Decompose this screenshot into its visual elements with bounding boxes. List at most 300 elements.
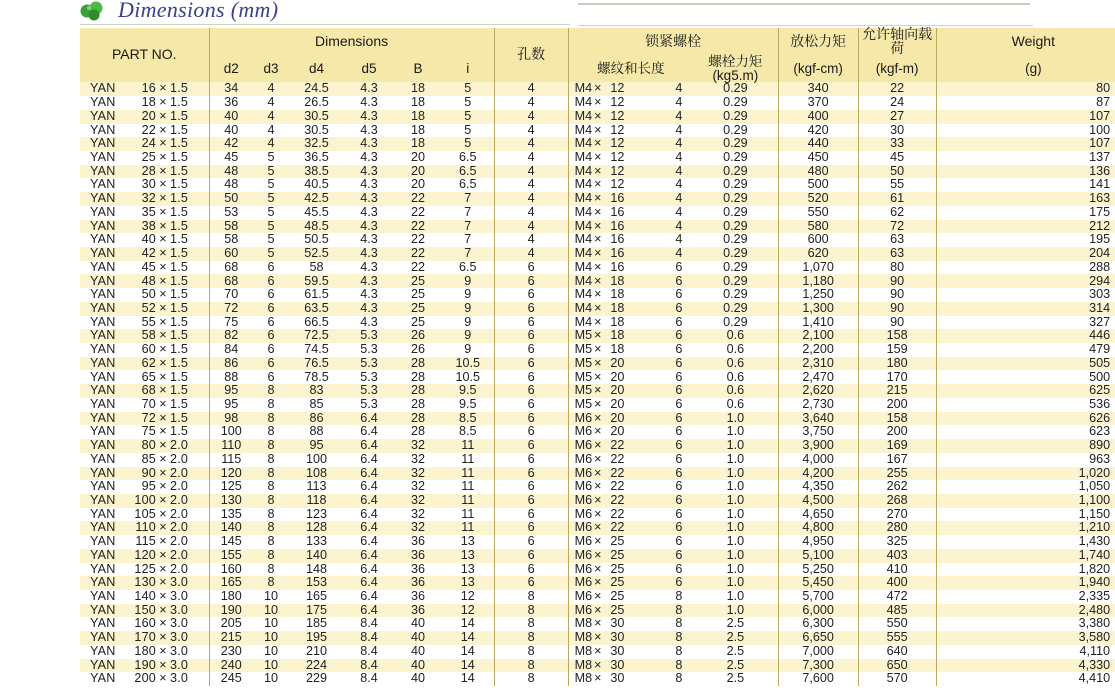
part-no-cell — [80, 398, 209, 412]
cell-b: 32 — [394, 521, 442, 535]
part-no-cell — [80, 425, 209, 439]
times-sign: × — [159, 466, 167, 480]
times-sign: × — [159, 603, 167, 617]
cell-bolt-torque: 0.29 — [693, 151, 778, 165]
cell-axial-load: 159 — [858, 343, 936, 357]
cell-thread-length — [568, 96, 693, 110]
table-row — [80, 329, 1115, 343]
cell-holes: 6 — [494, 370, 568, 384]
cell-i: 11 — [442, 508, 494, 522]
bolt-count: 6 — [675, 370, 683, 384]
thread-size: M4 — [574, 233, 593, 247]
cell-d5: 6.4 — [344, 453, 394, 467]
cell-holes: 6 — [494, 274, 568, 288]
bolt-count: 6 — [675, 329, 683, 343]
times-sign: × — [594, 96, 602, 110]
times-sign: × — [159, 562, 167, 576]
table-row — [80, 659, 1115, 673]
header-b: B — [394, 55, 442, 82]
times-sign: × — [159, 205, 167, 219]
cell-i: 9 — [442, 343, 494, 357]
thread-size: M4 — [574, 123, 593, 137]
cell-holes: 6 — [494, 521, 568, 535]
cell-bolt-torque: 0.29 — [693, 178, 778, 192]
cell-d4: 36.5 — [289, 151, 344, 165]
cell-thread-length — [568, 645, 693, 659]
cell-axial-load: 200 — [858, 398, 936, 412]
cell-holes: 4 — [494, 82, 568, 96]
bolt-length: 18 — [610, 343, 625, 357]
cell-i: 9 — [442, 288, 494, 302]
bolt-count: 6 — [675, 260, 683, 274]
bolt-count: 6 — [675, 384, 683, 398]
times-sign: × — [159, 315, 167, 329]
part-pitch: 1.5 — [170, 356, 189, 370]
part-size: 16 — [141, 82, 156, 96]
bolt-length: 30 — [610, 672, 625, 686]
thread-size: M5 — [574, 397, 593, 411]
times-sign: × — [159, 301, 167, 315]
part-size: 38 — [141, 219, 156, 233]
cell-d2: 160 — [209, 563, 253, 577]
part-no-cell — [80, 82, 209, 96]
cell-d4: 133 — [289, 535, 344, 549]
cell-bolt-torque: 0.29 — [693, 137, 778, 151]
cell-holes: 6 — [494, 384, 568, 398]
cell-holes: 4 — [494, 178, 568, 192]
part-series: YAN — [90, 672, 116, 686]
times-sign: × — [594, 397, 602, 411]
part-no-cell — [80, 659, 209, 673]
cell-i: 14 — [442, 631, 494, 645]
part-series: YAN — [90, 397, 116, 411]
cell-loosen-torque: 3,640 — [778, 412, 858, 426]
cell-d2: 48 — [209, 178, 253, 192]
part-pitch: 3.0 — [170, 631, 189, 645]
cell-d2: 140 — [209, 521, 253, 535]
bolt-count: 4 — [675, 247, 683, 261]
bolt-count: 6 — [675, 411, 683, 425]
thread-size: M6 — [574, 548, 593, 562]
thread-size: M4 — [574, 288, 593, 302]
cell-d4: 83 — [289, 384, 344, 398]
cell-b: 28 — [394, 425, 442, 439]
part-series: YAN — [90, 150, 116, 165]
times-sign: × — [594, 493, 602, 507]
bolt-length: 22 — [610, 452, 625, 466]
cell-d2: 190 — [209, 604, 253, 618]
cell-weight: 175 — [936, 206, 1115, 220]
bolt-length: 18 — [610, 274, 625, 288]
cell-bolt-torque: 0.29 — [693, 288, 778, 302]
cell-bolt-torque: 1.0 — [693, 425, 778, 439]
cell-d3: 8 — [253, 535, 289, 549]
part-no-cell — [80, 467, 209, 481]
cell-b: 32 — [394, 453, 442, 467]
bolt-count: 6 — [675, 288, 683, 302]
cell-holes: 8 — [494, 617, 568, 631]
cell-thread-length — [568, 110, 693, 124]
cell-bolt-torque: 0.29 — [693, 82, 778, 96]
cell-weight: 963 — [936, 453, 1115, 467]
cell-b: 20 — [394, 178, 442, 192]
cell-d4: 153 — [289, 576, 344, 590]
cell-thread-length — [568, 576, 693, 590]
cell-holes: 6 — [494, 576, 568, 590]
cell-bolt-torque: 0.29 — [693, 233, 778, 247]
part-pitch: 1.5 — [170, 233, 189, 247]
thread-size: M8 — [574, 617, 593, 631]
cell-d5: 4.3 — [344, 82, 394, 96]
cell-d2: 42 — [209, 137, 253, 151]
table-row — [80, 137, 1115, 151]
times-sign: × — [159, 370, 167, 384]
bolt-length: 16 — [610, 260, 625, 274]
bolt-length: 16 — [610, 233, 625, 247]
table-row — [80, 370, 1115, 384]
cell-holes: 6 — [494, 329, 568, 343]
part-series: YAN — [90, 384, 116, 398]
cell-thread-length — [568, 631, 693, 645]
cell-d4: 185 — [289, 617, 344, 631]
cell-loosen-torque: 2,310 — [778, 357, 858, 371]
times-sign: × — [159, 109, 167, 123]
cell-d4: 224 — [289, 659, 344, 673]
times-sign: × — [159, 123, 167, 137]
cell-weight: 4,330 — [936, 659, 1115, 673]
table-row — [80, 480, 1115, 494]
cell-axial-load: 268 — [858, 494, 936, 508]
cell-holes: 8 — [494, 645, 568, 659]
part-size: 150 — [134, 603, 156, 617]
cell-b: 22 — [394, 261, 442, 275]
part-no-cell — [80, 151, 209, 165]
cell-loosen-torque: 600 — [778, 233, 858, 247]
cell-d4: 140 — [289, 549, 344, 563]
cell-axial-load: 45 — [858, 151, 936, 165]
cell-d3: 6 — [253, 357, 289, 371]
cell-bolt-torque: 0.29 — [693, 192, 778, 206]
part-size: 75 — [141, 425, 156, 439]
cell-thread-length — [568, 494, 693, 508]
part-size: 22 — [141, 123, 156, 137]
part-series: YAN — [90, 548, 116, 562]
table-row — [80, 343, 1115, 357]
cell-d4: 78.5 — [289, 370, 344, 384]
cell-b: 36 — [394, 549, 442, 563]
bolt-length: 12 — [610, 123, 625, 137]
thread-size: M6 — [574, 521, 593, 535]
cell-d3: 8 — [253, 384, 289, 398]
cell-holes: 8 — [494, 631, 568, 645]
cell-axial-load: 27 — [858, 110, 936, 124]
cell-bolt-torque: 1.0 — [693, 480, 778, 494]
cell-weight: 288 — [936, 261, 1115, 275]
cell-weight: 4,110 — [936, 645, 1115, 659]
cell-i: 6.5 — [442, 165, 494, 179]
table-row — [80, 617, 1115, 631]
thread-size: M6 — [574, 466, 593, 480]
cell-d5: 6.4 — [344, 439, 394, 453]
part-series: YAN — [90, 466, 116, 480]
cell-d2: 215 — [209, 631, 253, 645]
part-size: 55 — [141, 315, 156, 329]
thread-size: M6 — [574, 493, 593, 507]
part-no-cell — [80, 302, 209, 316]
cell-i: 8.5 — [442, 412, 494, 426]
cell-holes: 6 — [494, 425, 568, 439]
times-sign: × — [594, 644, 602, 658]
bolt-length: 22 — [610, 493, 625, 507]
bolt-length: 18 — [610, 288, 625, 302]
times-sign: × — [594, 205, 602, 219]
cell-b: 18 — [394, 137, 442, 151]
table-row — [80, 563, 1115, 577]
part-series: YAN — [90, 644, 116, 658]
part-pitch: 1.5 — [170, 164, 189, 178]
table-row — [80, 316, 1115, 330]
cell-b: 28 — [394, 398, 442, 412]
part-no-cell — [80, 494, 209, 508]
bolt-count: 8 — [675, 603, 683, 617]
cell-b: 32 — [394, 494, 442, 508]
cell-d3: 4 — [253, 110, 289, 124]
table-row — [80, 631, 1115, 645]
bolt-count: 4 — [675, 192, 683, 206]
cell-d5: 8.4 — [344, 645, 394, 659]
bolt-count: 6 — [675, 425, 683, 439]
cell-d3: 5 — [253, 220, 289, 234]
cell-d4: 148 — [289, 563, 344, 577]
bolt-count: 6 — [675, 397, 683, 411]
cell-weight: 1,740 — [936, 549, 1115, 563]
table-row — [80, 645, 1115, 659]
thread-size: M6 — [574, 425, 593, 439]
cell-b: 36 — [394, 604, 442, 618]
header-axial-unit: (kgf-m) — [858, 55, 936, 82]
part-size: 170 — [134, 631, 156, 645]
part-pitch: 2.0 — [170, 452, 189, 466]
cell-weight: 294 — [936, 274, 1115, 288]
cell-d2: 230 — [209, 645, 253, 659]
cell-b: 28 — [394, 412, 442, 426]
times-sign: × — [159, 164, 167, 178]
header-axial-load: 允许轴向载荷 — [858, 28, 936, 55]
part-no-cell — [80, 563, 209, 577]
bolt-length: 12 — [610, 164, 625, 178]
cell-axial-load: 400 — [858, 576, 936, 590]
cell-axial-load: 485 — [858, 604, 936, 618]
times-sign: × — [594, 384, 602, 398]
cell-holes: 6 — [494, 494, 568, 508]
bolt-count: 4 — [675, 150, 683, 165]
table-row — [80, 82, 1115, 96]
times-sign: × — [594, 562, 602, 576]
times-sign: × — [594, 548, 602, 562]
part-size: 70 — [141, 397, 156, 411]
cell-b: 20 — [394, 151, 442, 165]
cell-d5: 6.4 — [344, 521, 394, 535]
top-right-rule-lower — [578, 25, 1033, 26]
cell-b: 25 — [394, 302, 442, 316]
cell-d5: 4.3 — [344, 124, 394, 138]
cell-d3: 8 — [253, 508, 289, 522]
part-no-cell — [80, 370, 209, 384]
cell-d4: 52.5 — [289, 247, 344, 261]
table-row — [80, 412, 1115, 426]
cell-d3: 10 — [253, 590, 289, 604]
cell-holes: 6 — [494, 508, 568, 522]
part-series: YAN — [90, 411, 116, 425]
part-size: 45 — [141, 260, 156, 274]
cell-thread-length — [568, 617, 693, 631]
part-pitch: 1.5 — [170, 425, 189, 439]
cell-d4: 66.5 — [289, 316, 344, 330]
cell-thread-length — [568, 165, 693, 179]
cell-d5: 6.4 — [344, 494, 394, 508]
cell-d3: 5 — [253, 192, 289, 206]
part-no-cell — [80, 357, 209, 371]
cell-d5: 6.4 — [344, 590, 394, 604]
bolt-count: 4 — [675, 82, 683, 96]
part-no-cell — [80, 165, 209, 179]
cell-i: 9 — [442, 302, 494, 316]
cell-weight: 195 — [936, 233, 1115, 247]
cell-d3: 5 — [253, 233, 289, 247]
cell-b: 40 — [394, 672, 442, 686]
cell-thread-length — [568, 178, 693, 192]
cell-d2: 115 — [209, 453, 253, 467]
cell-i: 10.5 — [442, 357, 494, 371]
cell-d5: 4.3 — [344, 288, 394, 302]
cell-b: 28 — [394, 384, 442, 398]
cell-axial-load: 33 — [858, 137, 936, 151]
bolt-count: 6 — [675, 480, 683, 494]
thread-size: M8 — [574, 658, 593, 672]
cell-d4: 63.5 — [289, 302, 344, 316]
cell-holes: 4 — [494, 206, 568, 220]
thread-size: M4 — [574, 178, 593, 192]
header-loosen-torque: 放松力矩 — [778, 28, 858, 55]
bolt-count: 4 — [675, 205, 683, 219]
cell-d2: 98 — [209, 412, 253, 426]
cell-loosen-torque: 1,300 — [778, 302, 858, 316]
part-series: YAN — [90, 493, 116, 507]
part-no-cell — [80, 288, 209, 302]
part-series: YAN — [90, 617, 116, 631]
table-row — [80, 206, 1115, 220]
cell-d3: 6 — [253, 370, 289, 384]
table-body — [80, 82, 1115, 686]
times-sign: × — [159, 356, 167, 370]
bolt-count: 6 — [675, 535, 683, 549]
thread-size: M4 — [574, 315, 593, 329]
cell-d3: 4 — [253, 82, 289, 96]
thread-size: M6 — [574, 439, 593, 453]
part-no-cell — [80, 549, 209, 563]
cell-loosen-torque: 5,700 — [778, 590, 858, 604]
times-sign: × — [594, 535, 602, 549]
cell-thread-length — [568, 563, 693, 577]
thread-size: M6 — [574, 411, 593, 425]
cell-d5: 6.4 — [344, 412, 394, 426]
cell-d5: 4.3 — [344, 233, 394, 247]
table-row — [80, 535, 1115, 549]
times-sign: × — [159, 439, 167, 453]
part-series: YAN — [90, 589, 116, 604]
cell-d2: 48 — [209, 165, 253, 179]
bolt-count: 6 — [675, 562, 683, 576]
thread-size: M6 — [574, 452, 593, 466]
part-no-cell — [80, 343, 209, 357]
times-sign: × — [594, 233, 602, 247]
header-thread-length: 螺纹和长度 — [568, 55, 693, 82]
times-sign: × — [159, 493, 167, 507]
times-sign: × — [159, 535, 167, 549]
part-size: 100 — [134, 493, 156, 507]
cell-axial-load: 30 — [858, 124, 936, 138]
part-size: 58 — [141, 329, 156, 343]
cell-b: 22 — [394, 206, 442, 220]
bolt-length: 18 — [610, 315, 625, 329]
cell-d3: 8 — [253, 563, 289, 577]
cell-bolt-torque: 0.29 — [693, 247, 778, 261]
times-sign: × — [159, 521, 167, 535]
times-sign: × — [159, 274, 167, 288]
part-pitch: 2.0 — [170, 521, 189, 535]
cell-d5: 6.4 — [344, 425, 394, 439]
cell-d4: 118 — [289, 494, 344, 508]
header-d5: d5 — [344, 55, 394, 82]
cell-d3: 10 — [253, 672, 289, 686]
part-series: YAN — [90, 178, 116, 192]
cell-d4: 195 — [289, 631, 344, 645]
cell-thread-length — [568, 549, 693, 563]
table-row — [80, 220, 1115, 234]
cell-axial-load: 280 — [858, 521, 936, 535]
cell-thread-length — [568, 137, 693, 151]
cell-bolt-torque: 1.0 — [693, 439, 778, 453]
part-no-cell — [80, 96, 209, 110]
cell-d3: 6 — [253, 274, 289, 288]
cell-axial-load: 72 — [858, 220, 936, 234]
cell-i: 12 — [442, 604, 494, 618]
green-clover-logo-icon — [78, 0, 108, 22]
times-sign: × — [594, 356, 602, 370]
cell-loosen-torque: 5,250 — [778, 563, 858, 577]
cell-d3: 4 — [253, 96, 289, 110]
part-size: 130 — [134, 576, 156, 590]
cell-d5: 5.3 — [344, 370, 394, 384]
cell-d5: 4.3 — [344, 110, 394, 124]
cell-d2: 34 — [209, 82, 253, 96]
cell-b: 26 — [394, 343, 442, 357]
cell-d4: 50.5 — [289, 233, 344, 247]
cell-weight: 100 — [936, 124, 1115, 138]
times-sign: × — [594, 521, 602, 535]
cell-holes: 6 — [494, 288, 568, 302]
cell-i: 13 — [442, 535, 494, 549]
part-size: 25 — [141, 150, 156, 165]
cell-weight: 136 — [936, 165, 1115, 179]
cell-weight: 163 — [936, 192, 1115, 206]
cell-bolt-torque: 2.5 — [693, 645, 778, 659]
times-sign: × — [594, 164, 602, 178]
cell-holes: 8 — [494, 659, 568, 673]
cell-bolt-torque: 0.29 — [693, 124, 778, 138]
times-sign: × — [594, 137, 602, 151]
cell-i: 6.5 — [442, 151, 494, 165]
